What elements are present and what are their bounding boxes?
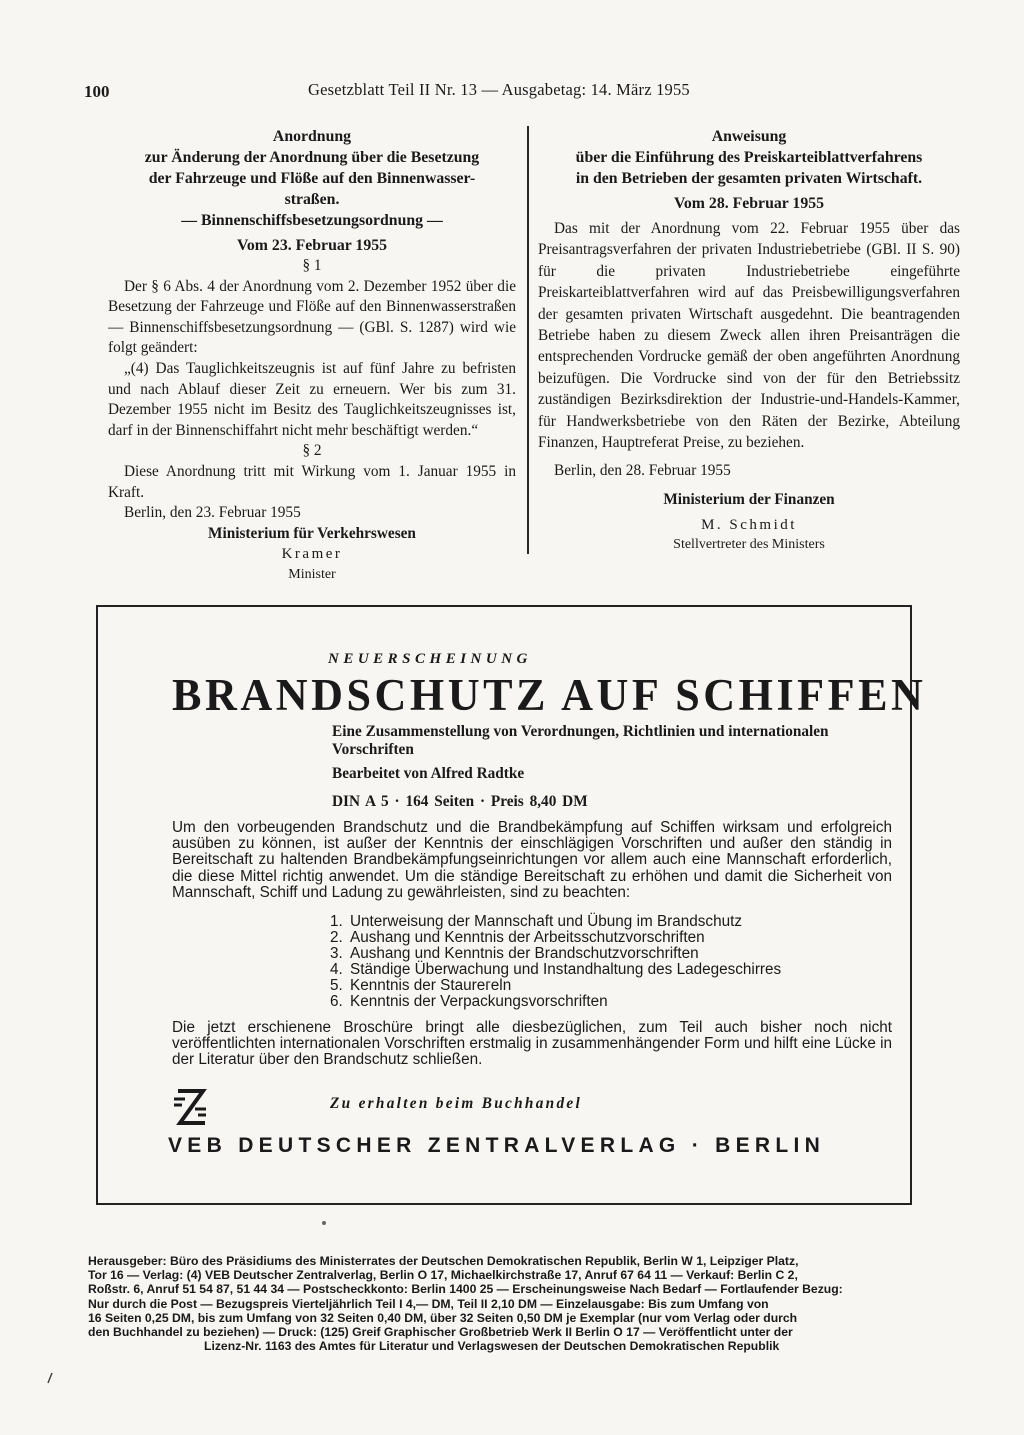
section-1-text: Der § 6 Abs. 4 der Anordnung vom 2. Dezember 1952 über die Besetzung der Fahrzeuge und Flöße auf den Binnenwasserstraßen — Binnenschiffsbesetzungsordnung — (GBl. S. 1287) wird wie folgt geändert: [108, 277, 516, 357]
list-item [330, 946, 781, 962]
imprint-line: Nur durch die Post — Bezugspreis Vierteljährlich Teil I 4,— DM, Teil II 2,10 DM — Einzelausgabe: Bis zum Umfang von [88, 1296, 769, 1311]
ordinance-title-line: — Binnenschiffsbesetzungsordnung — [181, 212, 443, 229]
imprint-line: Roßstr. 6, Anruf 51 54 87, 51 44 34 — Postscheckkonto: Berlin 1400 25 — Erscheinungsweise Nach Bedarf — Fortlaufender Bezug: [88, 1282, 843, 1297]
list-item-number: 4. [330, 961, 343, 978]
ad-subtitle: Eine Zusammenstellung von Verordnungen, Richtlinien und internationalen Vorschriften [332, 723, 829, 758]
list-item-number: 1. [330, 913, 343, 930]
signatory-name: M. Schmidt [701, 516, 797, 533]
right-column [538, 126, 960, 556]
ordinance-title-line: straßen. [284, 191, 340, 208]
place-date: Berlin, den 23. Februar 1955 [124, 504, 301, 522]
ordinance-date: Vom 23. Februar 1955 [236, 237, 388, 254]
list-item [330, 978, 781, 994]
list-item-number: 2. [330, 929, 343, 946]
ordinance-title-line: Anordnung [272, 128, 352, 145]
ad-body: Um den vorbeugenden Brandschutz und die Brandbekämpfung auf Schiffen wirksam und erfolgreich ausüben zu können, ist außer der Kenntnis der einschlägigen Vorschriften und außer den ständig in Bereitschaft zu haltenden Brandbekämpfungseinrichtungen vor allem auch eine Mannschaft erforderlich, die diese Mittel richtig anwendet. Um die ständige Bereitschaft zu erhöhen und damit die Sicherheit von Mannschaft, Schiff und Ladung zu gewährleisten, sind zu beachten: [172, 819, 892, 901]
list-item-text: Aushang und Kenntnis der Arbeitsschutzvorschriften [350, 929, 705, 946]
ministry-name: Ministerium der Finanzen [663, 491, 835, 509]
ad-closing: Die jetzt erschienene Broschüre bringt alle diesbezüglichen, zum Teil auch bisher noch nicht veröffentlichten internationalen Vorschriften erstmalig in zusammenhängender Form und hilft eine Lücke in der Literatur über den Brandschutz schließen. [172, 1019, 892, 1069]
list-item-text: Kenntnis der Verpackungsvorschriften [350, 993, 608, 1010]
margin-mark-icon [46, 1372, 54, 1384]
list-item-text: Unterweisung der Mannschaft und Übung im Brandschutz [350, 913, 742, 930]
ad-list [330, 914, 781, 1010]
list-item-text: Kenntnis der Staurегeln [350, 977, 512, 994]
directive-title-line: über die Einführung des Preiskarteiblattverfahrens [575, 149, 923, 166]
imprint-line: Tor 16 — Verlag: (4) VEB Deutscher Zentralverlag, Berlin O 17, Michaelkirchstraße 17, Anruf 67 64 11 — Verkauf: Berlin C 2, [88, 1268, 798, 1283]
section-2-text: Diese Anordnung tritt mit Wirkung vom 1. Januar 1955 in Kraft. [108, 462, 516, 501]
ad-editor: Bearbeitet von Alfred Radtke [332, 765, 525, 782]
ordinance-title-line: zur Änderung der Anordnung über die Besetzung [144, 149, 480, 166]
list-item [330, 930, 781, 946]
imprint-line: Herausgeber: Büro des Präsidiums des Ministerrates der Deutschen Demokratischen Republik, Berlin W 1, Leipziger Platz, [88, 1254, 799, 1268]
imprint-line: Lizenz-Nr. 1163 des Amtes für Literatur und Verlagswesen der Deutschen Demokratischen Republik [204, 1339, 780, 1354]
ad-kicker: NEUERSCHEINUNG [328, 651, 532, 667]
print-speck [322, 1221, 326, 1225]
ordinance-title-line: der Fahrzeuge und Flöße auf den Binnenwasser- [148, 170, 476, 187]
list-item-text: Ständige Überwachung und Instandhaltung des Ladegeschirres [350, 961, 782, 978]
ad-title: BRANDSCHUTZ AUF SCHIFFEN [172, 670, 927, 720]
list-item [330, 914, 781, 930]
ad-publisher: VEB DEUTSCHER ZENTRALVERLAG · BERLIN [168, 1134, 826, 1157]
left-column [108, 126, 516, 586]
imprint-line: 16 Seiten 0,25 DM, bis zum Umfang von 32 Seiten 0,40 DM, über 32 Seiten 0,50 DM je Exemplar (nur vom Verlag oder durch [88, 1310, 798, 1325]
ad-specs: DIN A 5 · 164 Seiten · Preis 8,40 DM [332, 793, 588, 810]
section-2-label: § 2 [302, 442, 322, 460]
directive-title-line: Anweisung [711, 128, 787, 145]
section-1-quote: „(4) Das Tauglichkeitszeugnis ist auf fünf Jahre zu befristen und nach Ablauf dieser Zeit zu erneuern. Wer bis zum 31. Dezember 1955 nicht im Besitz des Tauglichkeitszeugnisses ist, darf in der Binnenschiffahrt nicht mehr beschäftigt werden.“ [108, 359, 516, 439]
list-item-text: Aushang und Kenntnis der Brandschutzvorschriften [350, 945, 699, 962]
place-date: Berlin, den 28. Februar 1955 [554, 462, 731, 480]
publisher-logo-icon [170, 1087, 210, 1127]
column-divider [527, 126, 529, 554]
ministry-name: Ministerium für Verkehrswesen [208, 524, 416, 542]
book-advertisement [96, 605, 927, 1205]
directive-title-line: in den Betrieben der gesamten privaten Wirtschaft. [575, 170, 923, 187]
signatory-title: Minister [288, 566, 336, 582]
running-head: Gesetzblatt Teil II Nr. 13 — Ausgabetag: 14. März 1955 [308, 80, 690, 99]
ordinance-title [108, 126, 516, 231]
list-item-number: 6. [330, 993, 343, 1010]
list-item [330, 962, 781, 978]
list-item [330, 994, 781, 1010]
list-item-number: 3. [330, 945, 343, 962]
directive-body: Das mit der Anordnung vom 22. Februar 1955 über das Preisantragsverfahren der privaten Industriebetriebe (GBl. II S. 90) für die privaten Industriebetriebe eingeführte Preiskarteiblattverfahren wird auf das Preisbewilligungsverfahren der gesamten privaten Wirtschaft ausgedehnt. Die beantragenden Betriebe haben zu diesem Zweck allen ihren Preisanträgen die entsprechenden Vordrucke gemäß der oben angeführten Anordnung beizufügen. Die Vordrucke sind von der für den Betriebssitz zuständigen Bezirksdirektion der Industrie-und-Handels-Kammer, für Handwerksbetriebe von den Räten der Bezirke, Abteilung Finanzen, Hauptreferat Preise, zu beziehen. [538, 220, 960, 452]
imprint [88, 1254, 964, 1353]
directive-date: Vom 28. Februar 1955 [673, 195, 825, 212]
ad-order-note: Zu erhalten beim Buchhandel [330, 1095, 583, 1112]
section-1-label: § 1 [302, 257, 322, 274]
imprint-line: den Buchhandel zu beziehen) — Druck: (125) Greif Graphischer Großbetrieb Werk II Berlin O 17 — Veröffentlicht unter der [88, 1325, 793, 1340]
signatory-title: Stellvertreter des Ministers [673, 537, 825, 553]
signatory-name: Kramer [281, 546, 343, 563]
page-number: 100 [84, 82, 110, 101]
list-item-number: 5. [330, 977, 343, 994]
directive-title [538, 126, 960, 189]
